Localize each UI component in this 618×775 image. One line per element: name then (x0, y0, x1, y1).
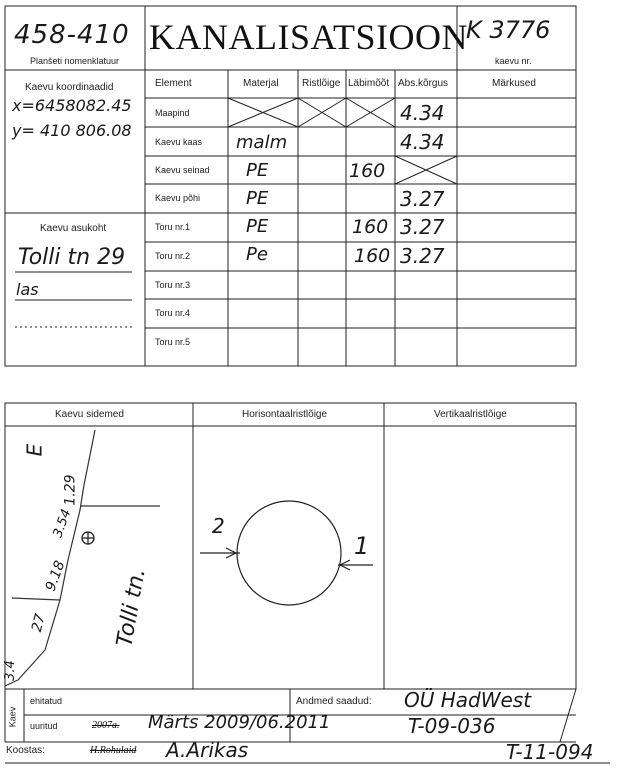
table-row-material: Pe (246, 244, 268, 265)
table-row-element: Maapind (155, 108, 190, 118)
distance-label: 1.29 (62, 474, 79, 506)
section-horizontal-title: Horisontaalristlõige (242, 409, 328, 420)
col-header-material: Materjal (243, 78, 279, 89)
table-row-element: Toru nr.3 (155, 280, 191, 290)
location-extra: las (16, 280, 39, 299)
well-side-label: Kaev (7, 706, 18, 728)
measured-struck-date: 2007a. (92, 720, 120, 731)
table-row-element: Kaevu põhi (155, 193, 201, 203)
table-row-element: Kaevu kaas (155, 137, 203, 147)
table-row-material: PE (246, 188, 269, 209)
table-row-height: 4.34 (400, 101, 445, 125)
compiled-struck-name: H.Rohulaid (90, 745, 137, 756)
coordinates-label: Kaevu koordinaadid (25, 82, 114, 93)
table-row-element: Kaevu seinad (155, 165, 210, 175)
distance-label: 3.4 (2, 660, 18, 681)
well-number-value: K 3776 (466, 16, 551, 44)
section-connections-title: Kaevu sidemed (55, 409, 124, 420)
section-vertical-title: Vertikaalristlõige (434, 409, 507, 420)
table-row-diameter: 160 (354, 245, 391, 267)
distance-label: 3.54 (50, 507, 75, 540)
col-header-abs-height: Abs.kõrgus (398, 78, 449, 89)
table-row-height: 3.27 (400, 244, 445, 268)
col-header-diameter: Läbimõõt (348, 78, 390, 89)
col-header-element: Element (155, 78, 192, 89)
compiled-label: Koostas: (6, 745, 45, 756)
well-number-label: kaevu nr. (495, 56, 532, 66)
table-row-height: 4.34 (400, 130, 445, 154)
street-name: Tolli tn. (112, 566, 151, 649)
data-source-ref: T-09-036 (408, 714, 496, 738)
table-row-element: Toru nr.5 (155, 337, 191, 347)
location-street: Tolli tn 29 (18, 245, 126, 270)
table-row-element: Toru nr.1 (155, 222, 191, 232)
built-label: ehitatud (30, 696, 63, 706)
compiled-name: A.Arikas (166, 738, 249, 762)
north-marker: E (22, 443, 47, 457)
table-row-element: Toru nr.4 (155, 308, 191, 318)
pipe-1-label: 1 (354, 532, 370, 560)
document-number: T-11-094 (506, 740, 594, 764)
col-header-remarks: Märkused (492, 78, 536, 89)
table-row-height: 3.27 (400, 215, 445, 239)
nomenclature-label: Planšeti nomenklatuur (30, 56, 120, 66)
table-row-height: 3.27 (400, 187, 445, 211)
col-header-cross-section: Ristlõige (302, 78, 341, 89)
distance-label: 9.18 (42, 558, 69, 594)
distance-label: 27 (28, 612, 49, 634)
measured-label: uuritud (30, 721, 58, 731)
measured-date: Märts 2009/06.2011 (148, 712, 331, 733)
pipe-2-label: 2 (212, 514, 225, 538)
data-source-label: Andmed saadud: (296, 696, 372, 707)
table-row-element: Toru nr.2 (155, 251, 191, 261)
document-title: KANALISATSIOON (149, 17, 468, 57)
table-row-material: PE (246, 160, 269, 181)
location-label: Kaevu asukoht (40, 223, 107, 234)
table-row-material: malm (236, 132, 288, 153)
coordinate-y: y= 410 806.08 (12, 121, 132, 140)
nomenclature-value: 458-410 (14, 20, 130, 50)
coordinate-x: x=6458082.45 (12, 96, 132, 115)
data-source-company: OÜ HadWest (404, 688, 532, 712)
table-row-diameter: 160 (352, 216, 389, 238)
table-row-material: PE (246, 216, 269, 237)
table-row-diameter: 160 (349, 160, 386, 182)
